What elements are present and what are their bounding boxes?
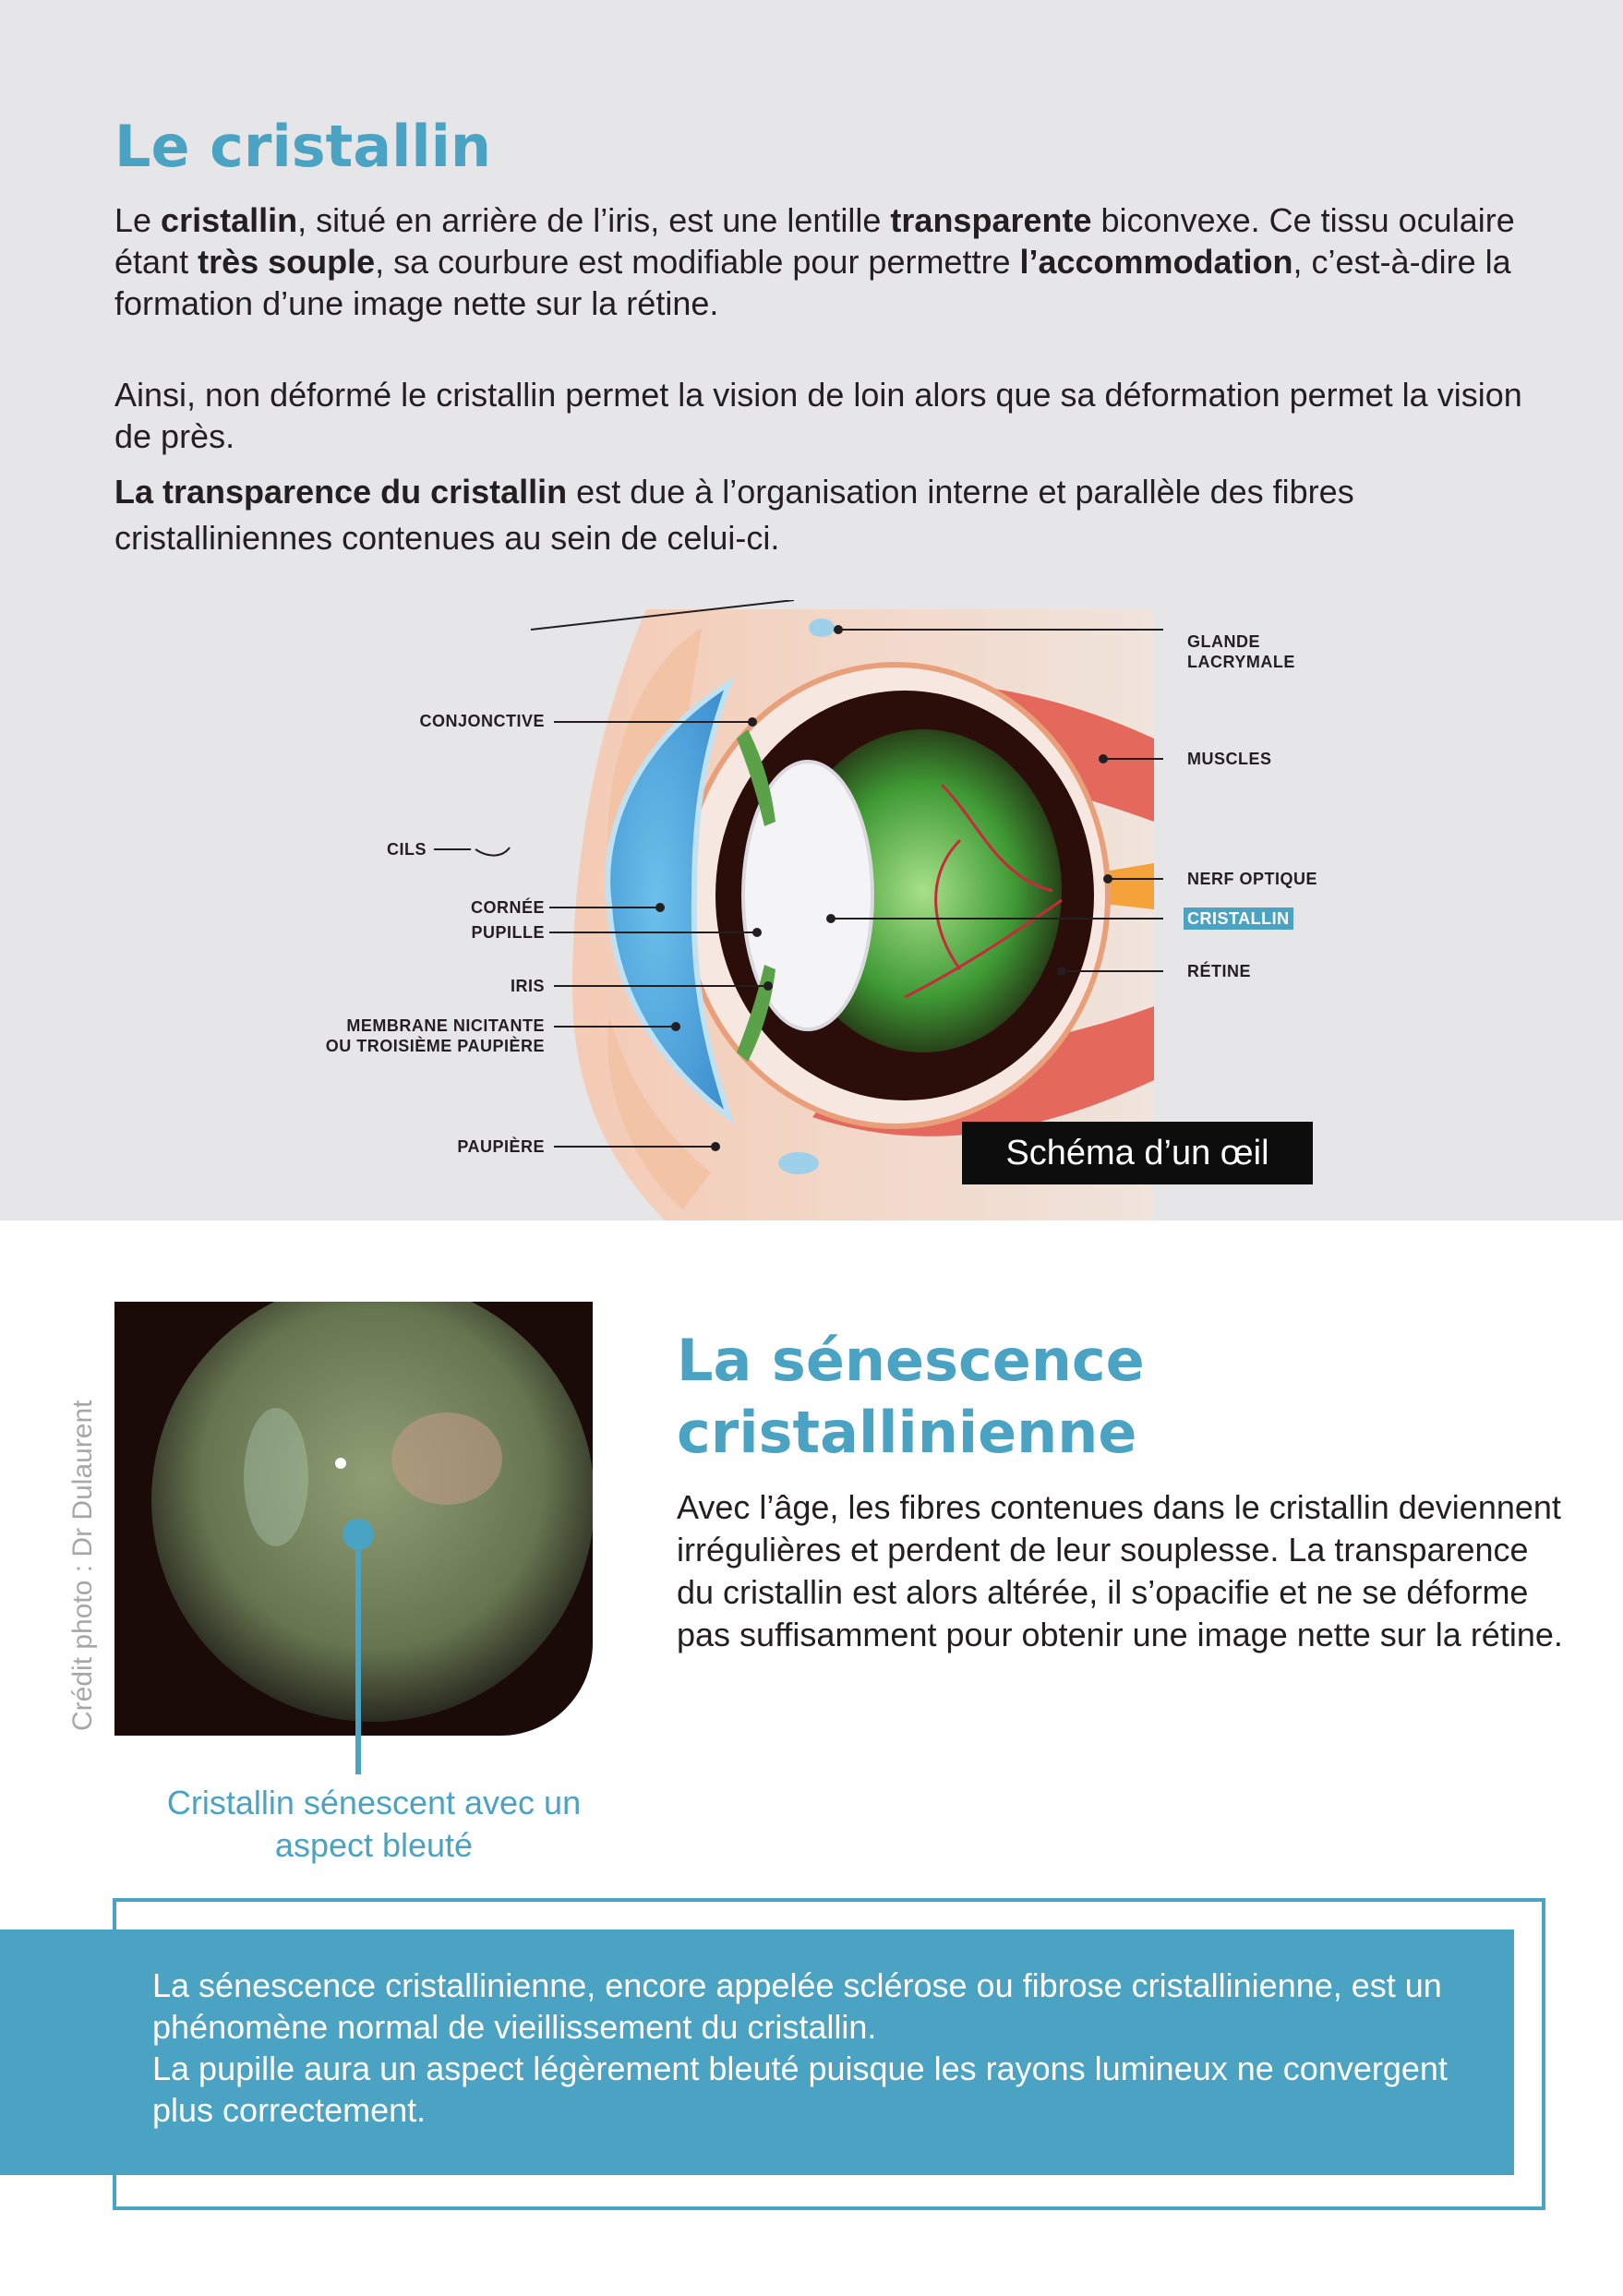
text-run: est due à l’organisation interne et parallèle des fibres cristalliniennes contenues au sein de celui-ci. [114,473,1354,557]
text-run: La transparence du cristallin [114,473,568,511]
text-run: , c’est-à-dire la formation d’une image nette sur la rétine. [114,243,1511,322]
label-pupille: PUPILLE [471,923,545,942]
eye-diagram [295,600,1339,1220]
label-glande-line1: GLANDE [1187,632,1260,651]
label-membrane-line1: MEMBRANE NICITANTE [346,1016,545,1035]
text-run: transparente [890,201,1092,239]
paragraph-transparence [114,469,1555,561]
callout-line [355,1534,361,1774]
text-run: cristallin [161,201,298,239]
section-title-cristallin: Le cristallin [114,113,491,180]
text-run: Le [114,201,162,239]
note-line-2: La pupille aura un aspect légèrement bleuté puisque les rayons lumineux ne convergent plus correctement. [152,2050,1448,2129]
label-glande-line2: LACRYMALE [1187,653,1295,671]
note-line-1: La sénescence cristallinienne, encore appelée sclérose ou fibrose cristallinienne, est un phénomène normal de vieillissement du cristallin. [152,1966,1442,2046]
paragraph-senescence: Avec l’âge, les fibres contenues dans le cristallin deviennent irrégulières et perdent de leur souplesse. La transparence du cristallin est alors altérée, il s’opacifie et ne se déforme pas suffisamment pour obtenir une image nette sur la rétine. [677,1488,1563,1653]
text-run: biconvexe. Ce tissu oculaire étant [114,201,1515,281]
paragraph-vision: Ainsi, non déformé le cristallin permet la vision de loin alors que sa déformation permet la vision de près. [114,376,1522,455]
label-membrane-line2: OU TROISIÈME PAUPIÈRE [325,1037,545,1055]
text-run: , sa courbure est modifiable pour permettre [375,243,1020,281]
label-muscles: MUSCLES [1187,750,1272,768]
label-nerf-optique: NERF OPTIQUE [1187,870,1318,888]
label-conjonctive: CONJONCTIVE [419,712,545,730]
label-paupiere: PAUPIÈRE [457,1137,545,1156]
label-cristallin: CRISTALLIN [1184,908,1293,930]
text-run: très souple [198,243,376,281]
note-text [152,1965,1482,2131]
photo-credit: Crédit photo : Dr Dulaurent [67,1400,98,1731]
paragraph-cristallin-intro [114,199,1555,324]
text-run: l’accommodation [1019,243,1293,281]
label-cils: CILS [386,840,427,859]
callout-dot [343,1519,374,1550]
text-run: , situé en arrière de l’iris, est une lentille [297,201,891,239]
photo-caption: Cristallin sénescent avec un aspect bleuté [166,1784,582,1864]
section-title-senescence: La sénescence cristallinienne [677,1327,1145,1466]
label-retine: RÉTINE [1187,962,1252,980]
diagram-caption: Schéma d’un œil [962,1122,1313,1184]
label-iris: IRIS [510,977,545,995]
label-cornee: CORNÉE [470,898,545,917]
